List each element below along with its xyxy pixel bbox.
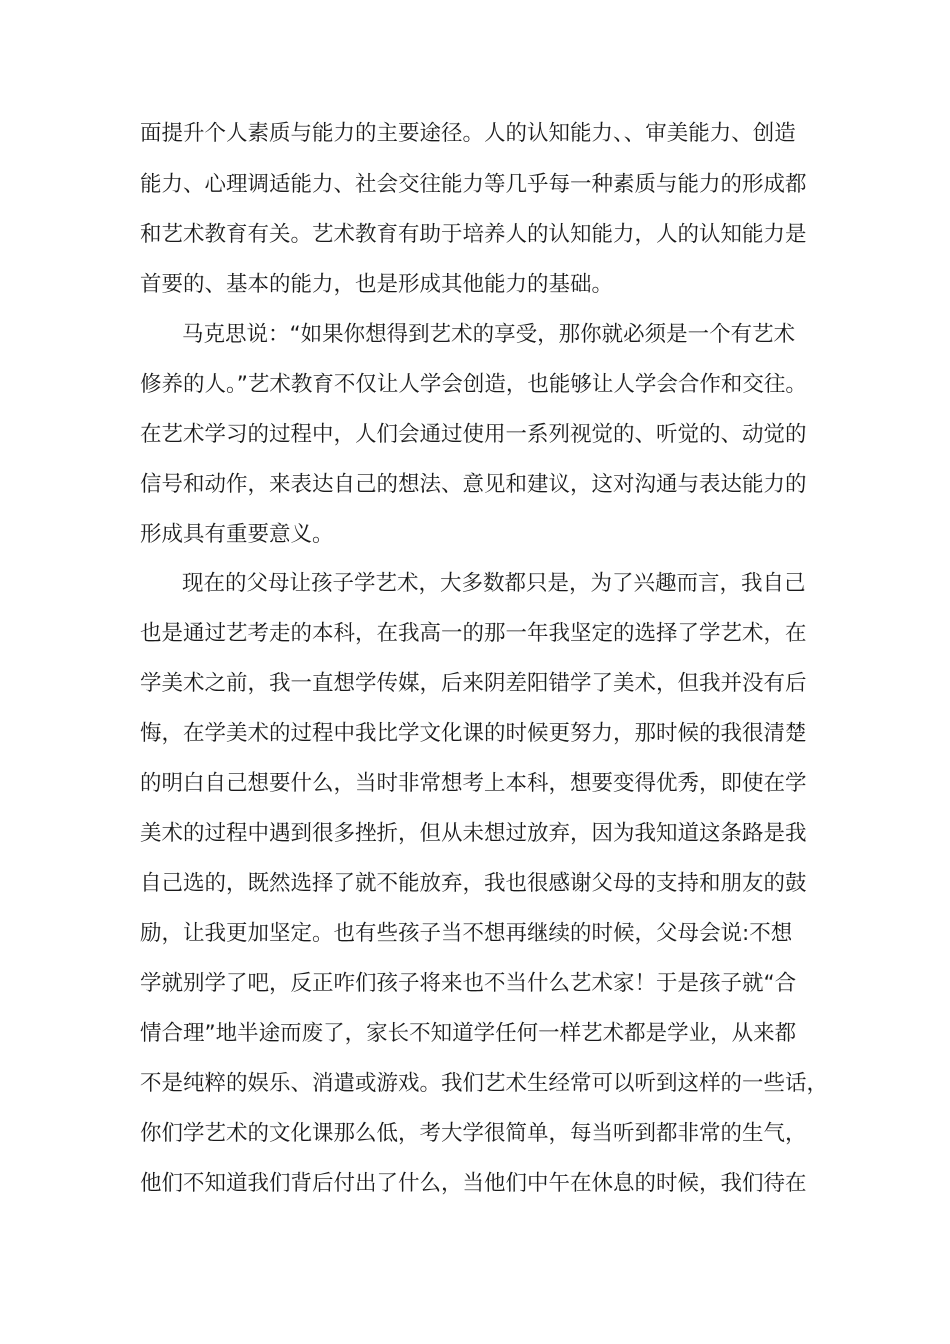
text-line: 现在的父母让孩子学艺术，大多数都只是，为了兴趣而言，我自己	[182, 571, 806, 596]
text-line: 自己选的，既然选择了就不能放弃，我也很感谢父母的支持和朋友的鼓	[140, 871, 807, 896]
text-line: 面提升个人素质与能力的主要途径。人的认知能力、、审美能力、创造	[140, 121, 796, 146]
text-line: 励，让我更加坚定。也有些孩子当不想再继续的时候，父母会说:不想	[140, 921, 793, 946]
text-line: 的明白自己想要什么，当时非常想考上本科，想要变得优秀，即使在学	[140, 771, 807, 796]
text-line: 在艺术学习的过程中，人们会通过使用一系列视觉的、听觉的、动觉的	[140, 422, 807, 447]
text-line: 不是纯粹的娱乐、消遣或游戏。我们艺术生经常可以听到这样的一些话，	[140, 1071, 829, 1096]
text-line: 能力、心理调适能力、社会交往能力等几乎每一种素质与能力的形成都	[140, 172, 807, 197]
text-line: 和艺术教育有关。艺术教育有助于培养人的认知能力，人的认知能力是	[140, 222, 807, 247]
text-line: 信号和动作，来表达自己的想法、意见和建议，这对沟通与表达能力的	[140, 472, 807, 497]
text-line: 也是通过艺考走的本科，在我高一的那一年我坚定的选择了学艺术，在	[140, 621, 807, 646]
text-line: 形成具有重要意义。	[140, 522, 334, 547]
text-line: 学美术之前，我一直想学传媒，后来阴差阳错学了美术，但我并没有后	[140, 671, 807, 696]
text-line: 马克思说：“如果你想得到艺术的享受，那你就必须是一个有艺术	[182, 322, 796, 347]
text-line: 美术的过程中遇到很多挫折，但从未想过放弃，因为我知道这条路是我	[140, 821, 807, 846]
text-line: 悔，在学美术的过程中我比学文化课的时候更努力，那时候的我很清楚	[140, 721, 807, 746]
text-line: 情合理”地半途而废了，家长不知道学任何一样艺术都是学业，从来都	[140, 1021, 797, 1046]
text-line: 他们不知道我们背后付出了什么，当他们中午在休息的时候，我们待在	[140, 1171, 807, 1196]
text-line: 首要的、基本的能力，也是形成其他能力的基础。	[140, 272, 614, 297]
text-line: 你们学艺术的文化课那么低，考大学很简单，每当听到都非常的生气，	[140, 1121, 807, 1146]
text-line: 学就别学了吧，反正咋们孩子将来也不当什么艺术家！于是孩子就“合	[140, 971, 797, 996]
text-line: 修养的人。”艺术教育不仅让人学会创造，也能够让人学会合作和交往。	[140, 372, 807, 397]
